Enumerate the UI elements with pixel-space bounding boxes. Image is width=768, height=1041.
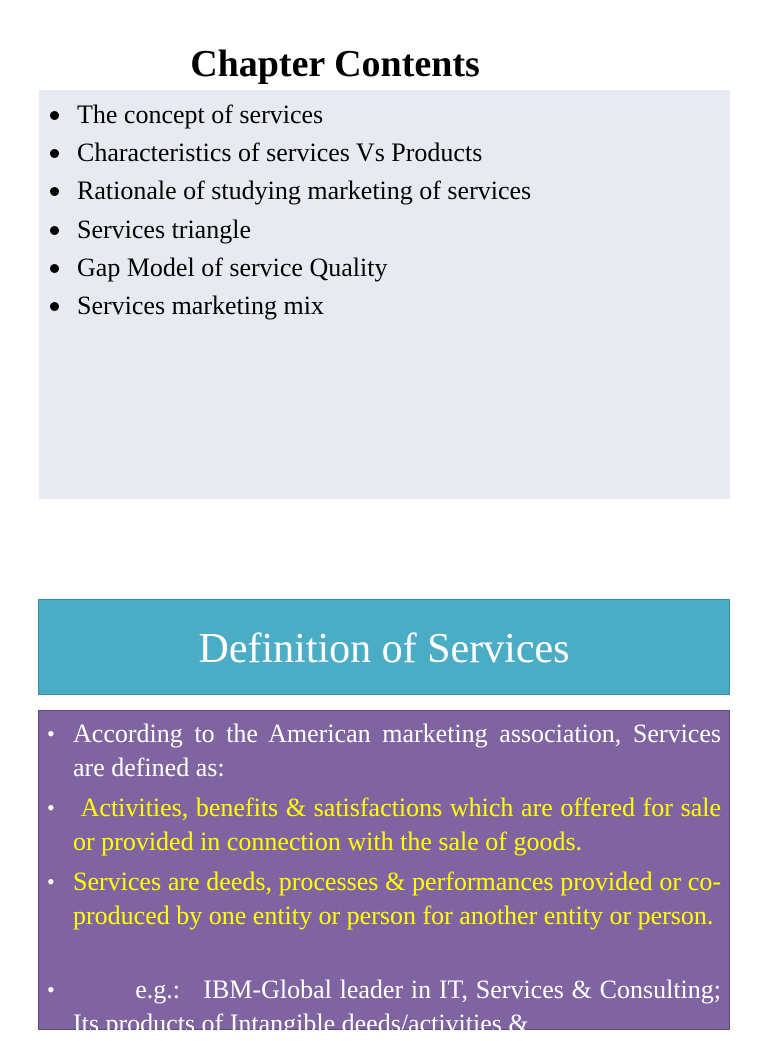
bullet-icon (50, 302, 59, 311)
bullet-icon (50, 226, 59, 235)
bullet-icon: • (47, 795, 55, 820)
chapter-contents-title: Chapter Contents (190, 43, 480, 85)
list-item-label: Services marketing mix (77, 291, 324, 321)
bullet-icon (50, 187, 59, 196)
bullet-icon: • (47, 869, 55, 894)
bullet-icon: • (47, 977, 55, 1002)
list-item (39, 96, 531, 134)
list-item-label: Rationale of studying marketing of services (77, 176, 532, 206)
chapter-contents-list (39, 96, 531, 325)
list-item-label: The concept of services (77, 100, 324, 129)
list-item (39, 211, 531, 249)
list-item-label: Characteristics of services Vs Products (77, 138, 483, 168)
bullet-icon (50, 264, 59, 273)
definition-body-box (38, 710, 730, 1038)
list-item-label: Gap Model of service Quality (77, 252, 388, 282)
definition-item-text: e.g.: IBM-Global leader in IT, Services & Consulting; Its products of Intangible deeds/activities & (73, 975, 728, 1038)
bullet-icon (50, 111, 59, 120)
definition-item-text: Services are deeds, processes & performances provided or co-produced by one entity or person for another entity or person. (73, 867, 721, 930)
definition-header-title: Definition of Services (198, 626, 570, 672)
bullet-icon (50, 149, 59, 158)
definition-header-bar (38, 599, 730, 695)
list-item-label: Services triangle (77, 214, 251, 244)
list-item (39, 287, 531, 325)
bullet-icon: • (47, 721, 55, 746)
chapter-contents-box (39, 90, 730, 499)
list-item (39, 249, 531, 287)
definition-item-text: According to the American marketing association, Services are defined as: (73, 719, 721, 782)
list-item (39, 134, 531, 172)
list-item (39, 172, 531, 210)
definition-item-text: Activities, benefits & satisfactions which are offered for sale or provided in connection with the sale of goods. (73, 793, 728, 856)
